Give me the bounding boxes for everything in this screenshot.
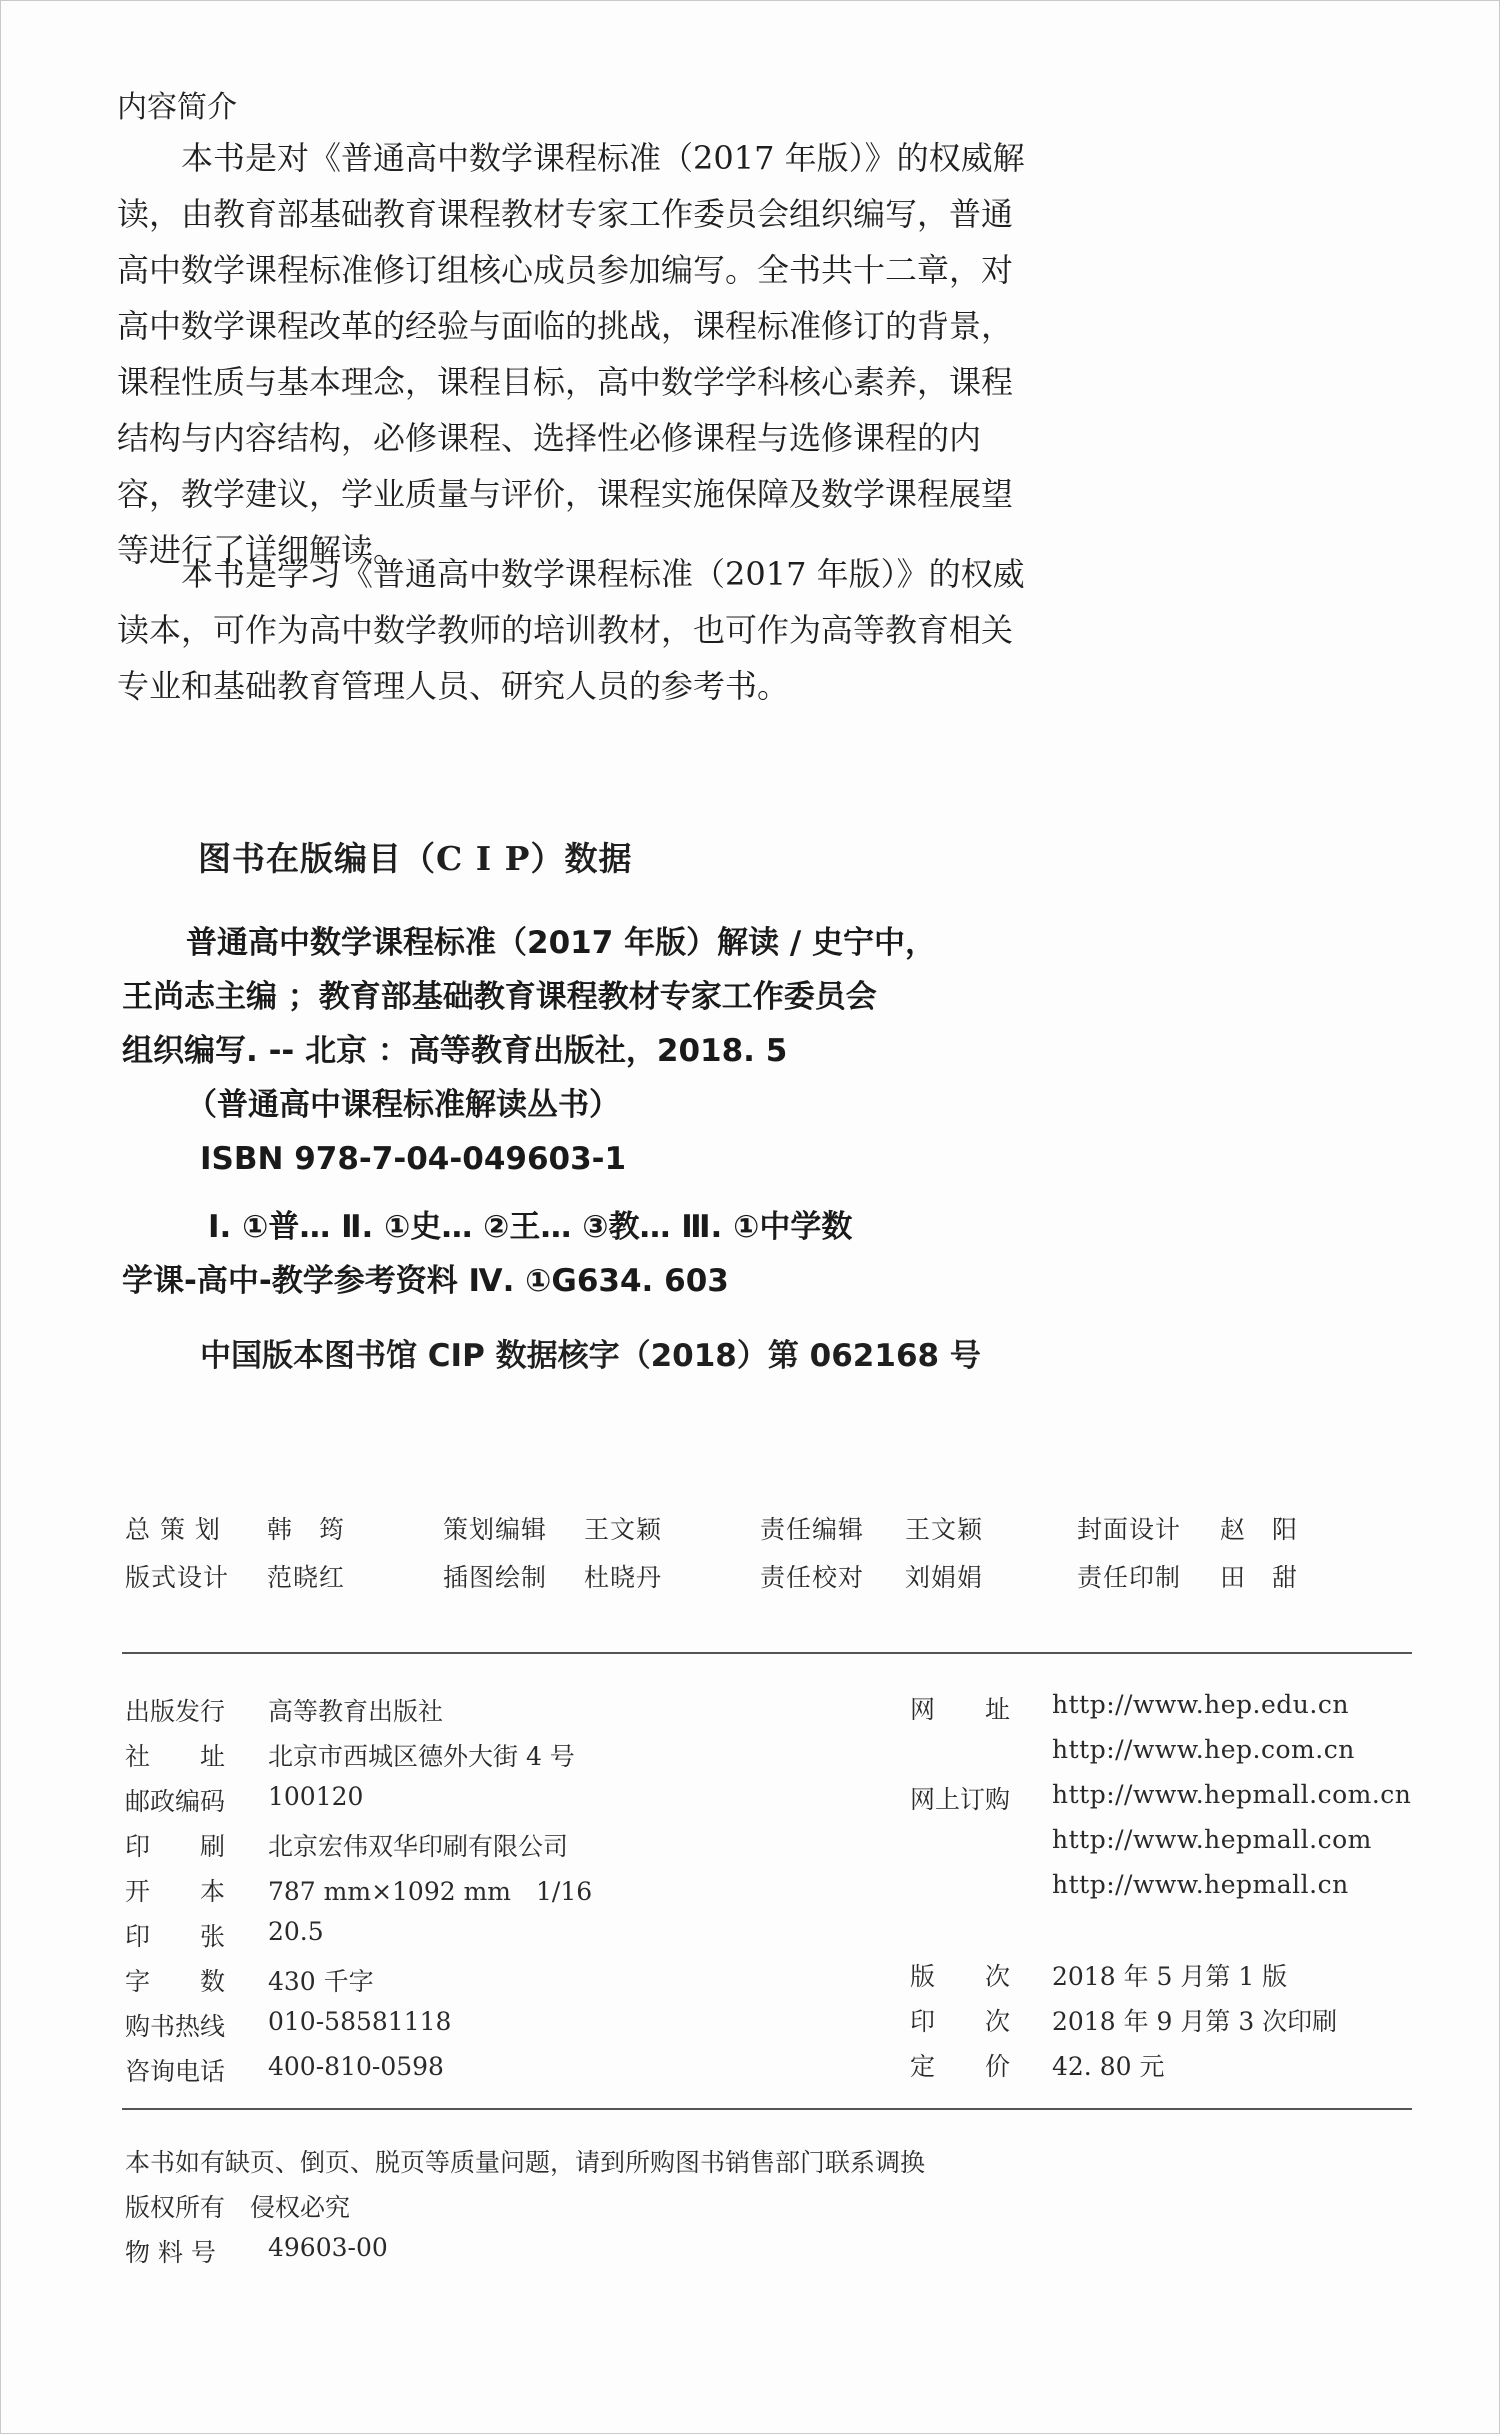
material-number: 49603-00 bbox=[268, 2233, 388, 2262]
cip-line: Ⅰ. ①普… Ⅱ. ①史… ②王… ③教… Ⅲ. ①中学数 bbox=[208, 1209, 853, 1245]
website-link[interactable]: http://www.hep.com.cn bbox=[1052, 1735, 1355, 1764]
credit-label: 版式设计 bbox=[125, 1563, 230, 1592]
credit-name: 韩 筠 bbox=[267, 1515, 346, 1544]
web-label: 网 址 bbox=[910, 1695, 1011, 1724]
intro-line: 高中数学课程标准修订组核心成员参加编写。全书共十二章，对 bbox=[117, 251, 1014, 289]
cip-record bbox=[122, 916, 1122, 1186]
intro-line: 本书是对《普通高中数学课程标准（2017 年版）》的权威解 bbox=[181, 139, 1025, 177]
cip-line: 学课-高中-教学参考资料 Ⅳ. ①G634. 603 bbox=[122, 1263, 729, 1299]
pub-label: 版 次 bbox=[910, 1962, 1011, 1991]
credit-name: 田 甜 bbox=[1220, 1563, 1299, 1592]
pub-value: 400-810-0598 bbox=[268, 2052, 444, 2081]
intro-paragraph-1 bbox=[117, 130, 1047, 578]
credit-label: 责任印制 bbox=[1077, 1563, 1182, 1592]
cip-record-number: 中国版本图书馆 CIP 数据核字（2018）第 062168 号 bbox=[200, 1338, 981, 1374]
intro-line: 结构与内容结构，必修课程、选择性必修课程与选修课程的内 bbox=[117, 419, 982, 457]
cip-line: （普通高中课程标准解读丛书） bbox=[186, 1087, 620, 1123]
divider-rule bbox=[122, 2108, 1412, 2110]
printing-value: 2018 年 9 月第 3 次印刷 bbox=[1052, 2007, 1338, 2036]
pub-label: 开 本 bbox=[125, 1877, 226, 1906]
pub-label: 印 次 bbox=[910, 2007, 1011, 2036]
intro-line: 本书是学习《普通高中数学课程标准（2017 年版）》的权威 bbox=[181, 555, 1025, 593]
edition-value: 2018 年 5 月第 1 版 bbox=[1052, 1962, 1288, 1991]
pub-value: 北京市西城区德外大街 4 号 bbox=[268, 1742, 575, 1771]
cip-line: 普通高中数学课程标准（2017 年版）解读 / 史宁中， bbox=[186, 925, 936, 961]
credit-label: 策划编辑 bbox=[443, 1515, 548, 1544]
pub-value: 北京宏伟双华印刷有限公司 bbox=[268, 1832, 569, 1861]
credit-name: 王文颖 bbox=[584, 1515, 663, 1544]
pub-value: 100120 bbox=[268, 1782, 364, 1811]
credit-label: 封面设计 bbox=[1077, 1515, 1182, 1544]
credit-label: 责任校对 bbox=[760, 1563, 865, 1592]
credit-name: 王文颖 bbox=[905, 1515, 984, 1544]
shop-link[interactable]: http://www.hepmall.com.cn bbox=[1052, 1780, 1412, 1809]
intro-line: 高中数学课程改革的经验与面临的挑战，课程标准修订的背景， bbox=[117, 307, 1014, 345]
intro-paragraph-2 bbox=[117, 546, 1047, 714]
intro-line: 等进行了详细解读。 bbox=[117, 531, 406, 569]
pub-label: 定 价 bbox=[910, 2052, 1011, 2081]
pub-label: 咨询电话 bbox=[125, 2057, 226, 2086]
cip-line: 组织编写. -- 北京 ：高等教育出版社，2018. 5 bbox=[122, 1033, 788, 1069]
credit-name: 杜晓丹 bbox=[584, 1563, 663, 1592]
credit-label: 责任编辑 bbox=[760, 1515, 865, 1544]
intro-line: 专业和基础教育管理人员、研究人员的参考书。 bbox=[117, 667, 790, 705]
shop-link[interactable]: http://www.hepmall.com bbox=[1052, 1825, 1372, 1854]
material-label: 物 料 号 bbox=[125, 2238, 216, 2267]
website-link[interactable]: http://www.hep.edu.cn bbox=[1052, 1690, 1349, 1719]
pub-label: 邮政编码 bbox=[125, 1787, 226, 1816]
pub-label: 印 张 bbox=[125, 1922, 226, 1951]
pub-value: 20.5 bbox=[268, 1917, 324, 1946]
pub-value: 010-58581118 bbox=[268, 2007, 452, 2036]
intro-line: 读，由教育部基础教育课程教材专家工作委员会组织编写，普通 bbox=[117, 195, 1014, 233]
cip-title: 图书在版编目（C I P）数据 bbox=[198, 839, 633, 878]
pub-value: 430 千字 bbox=[268, 1967, 374, 1996]
cip-isbn: ISBN 978-7-04-049603-1 bbox=[200, 1141, 627, 1177]
pub-label: 印 刷 bbox=[125, 1832, 226, 1861]
divider-rule bbox=[122, 1652, 1412, 1654]
credit-label: 总 策 划 bbox=[125, 1515, 221, 1544]
pub-label: 社 址 bbox=[125, 1742, 226, 1771]
pub-label: 字 数 bbox=[125, 1967, 226, 1996]
pub-value: 787 mm×1092 mm 1/16 bbox=[268, 1877, 593, 1906]
cip-classification bbox=[122, 1200, 1122, 1308]
intro-line: 课程性质与基本理念，课程目标，高中数学学科核心素养，课程 bbox=[117, 363, 1014, 401]
intro-line: 读本，可作为高中数学教师的培训教材，也可作为高等教育相关 bbox=[117, 611, 1014, 649]
price-value: 42. 80 元 bbox=[1052, 2052, 1165, 2081]
cip-line: 王尚志主编 ；教育部基础教育课程教材专家工作委员会 bbox=[122, 979, 877, 1015]
pub-value: 高等教育出版社 bbox=[268, 1697, 444, 1726]
intro-heading: 内容简介 bbox=[117, 90, 237, 125]
quality-note: 本书如有缺页、倒页、脱页等质量问题，请到所购图书销售部门联系调换 bbox=[125, 2148, 926, 2177]
credit-name: 范晓红 bbox=[267, 1563, 346, 1592]
rights-notice: 版权所有 侵权必究 bbox=[125, 2193, 351, 2222]
pub-label: 购书热线 bbox=[125, 2012, 226, 2041]
credit-name: 赵 阳 bbox=[1220, 1515, 1299, 1544]
pub-label: 出版发行 bbox=[125, 1697, 226, 1726]
credit-name: 刘娟娟 bbox=[905, 1563, 984, 1592]
shop-link[interactable]: http://www.hepmall.cn bbox=[1052, 1870, 1349, 1899]
intro-line: 容，教学建议，学业质量与评价，课程实施保障及数学课程展望 bbox=[117, 475, 1014, 513]
shop-label: 网上订购 bbox=[910, 1785, 1011, 1814]
credit-label: 插图绘制 bbox=[443, 1563, 548, 1592]
